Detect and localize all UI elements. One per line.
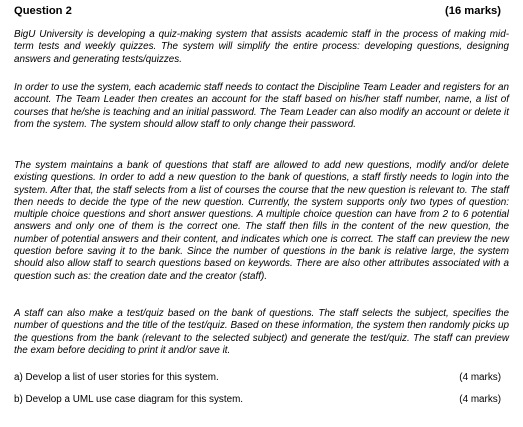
subquestion-a-marks: (4 marks) [459,372,501,383]
subquestion-b-marks: (4 marks) [459,394,501,405]
subquestion-a [14,372,501,384]
paragraph-test-generation: A staff can also make a test/quiz based on the bank of questions. The staff selects the subject, specifies the number of questions and the title of the test/quiz. Based on these information, the system then randomly picks up the questions from the bank (relevant to the selected subject) and generate the test/quiz. The staff can preview the exam before deciding to print it and/or save it. [14,308,509,356]
paragraph-intro: BigU University is developing a quiz-making system that assists academic staff in the process of making mid-term tests and weekly quizzes. The system will simplify the entire process: developing questions, designing answers and generating tests/quizzes. [14,29,509,65]
paragraph-question-bank: The system maintains a bank of questions that staff are allowed to add new questions, modify and/or delete existing questions. In order to add a new question to the bank of questions, a staff firstly needs to login into the system. After that, the staff selects from a list of courses the course that the new question is relevant to. The staff then needs to decide the type of the new question. Currently, the system supports only two types of question: multiple choice questions and short answer questions. A multiple choice question can have from 2 to 6 potential answers and only one of them is the correct one. The staff then fills in the content of the new question, the number of potential answers and their content, and indicates which one is correct. The staff can preview the new question before saving it to the bank. Since the number of questions in the bank is relative large, the system should also allow staff to search questions based on keywords. There are also other attributes associated with a question such as: the creation date and the creator (staff). [14,160,509,282]
question-marks: (16 marks) [445,5,501,17]
question-title: Question 2 [14,5,72,17]
question-header [14,4,501,18]
subquestion-b [14,394,501,406]
subquestion-a-text: a) Develop a list of user stories for this system. [14,372,219,383]
paragraph-accounts: In order to use the system, each academic staff needs to contact the Discipline Team Leader and registers for an account. The Team Leader then creates an account for the staff based on his/her staff number, name, a list of courses that he/she is teaching and an initial password. The Team Leader can also modify an account or delete it from the system. The system should allow staff to only change their password. [14,82,509,130]
subquestion-b-text: b) Develop a UML use case diagram for this system. [14,394,244,405]
